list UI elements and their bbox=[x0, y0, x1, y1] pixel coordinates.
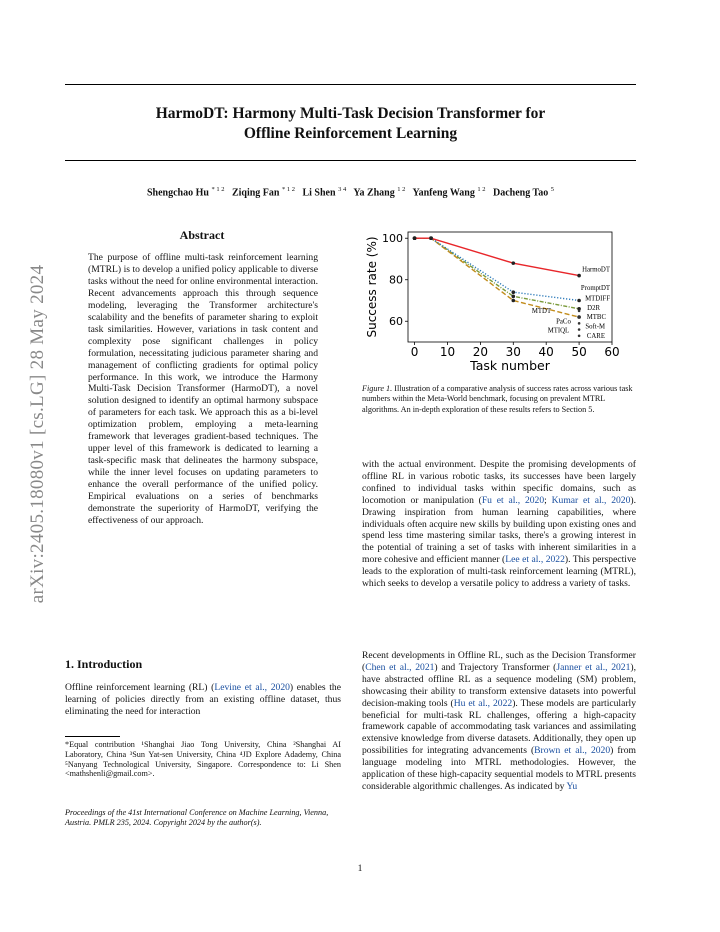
author-name: Ziqing Fan bbox=[231, 187, 280, 199]
text-run: with the actual environment. Despite the promising developments of offline RL in various robotic tasks, its successes have been largely confined to individual tasks within specific domains, such as locomotion or manipulation ( bbox=[362, 459, 636, 506]
data-point bbox=[578, 310, 581, 313]
section-title: 1. Introduction bbox=[65, 657, 143, 671]
method-label: MTDT bbox=[531, 307, 552, 315]
method-label: HarmoDT bbox=[582, 266, 610, 274]
citation-link[interactable]: Kumar et al., 2020 bbox=[551, 494, 631, 506]
intro-paragraph bbox=[65, 682, 341, 718]
x-tick-label: 50 bbox=[571, 345, 587, 359]
author-name: Li Shen bbox=[302, 187, 336, 199]
x-tick-label: 0 bbox=[410, 345, 419, 359]
y-tick-label: 60 bbox=[389, 315, 403, 329]
method-label: CARE bbox=[586, 332, 605, 340]
abstract-title: Abstract bbox=[179, 228, 225, 242]
proceedings-note: Proceedings of the 41st International Conference on Machine Learning, Vienna, Austria. PMLR 235, 2024. Copyright 2024 by the author(s). bbox=[65, 808, 329, 827]
author-affiliation: 1 2 bbox=[397, 186, 406, 193]
x-tick-label: 60 bbox=[604, 345, 620, 359]
footnote-rule bbox=[65, 736, 120, 737]
method-label: D2R bbox=[587, 304, 600, 312]
citation-link[interactable]: Fu et al., 2020 bbox=[481, 494, 545, 506]
method-label: PaCo bbox=[556, 318, 571, 326]
success-rate-chart bbox=[362, 222, 636, 372]
data-point bbox=[577, 299, 581, 303]
author-name: Shengchao Hu bbox=[146, 187, 209, 199]
x-axis-label: Task number bbox=[470, 358, 550, 372]
method-label: MTDIFF bbox=[585, 295, 610, 303]
citation-link[interactable]: Yu bbox=[566, 780, 578, 792]
data-point bbox=[578, 316, 581, 319]
title-line-1: HarmoDT: Harmony Multi-Task Decision Transformer for bbox=[155, 105, 546, 122]
footnote: *Equal contribution ¹Shanghai Jiao Tong University, China ²Shanghai AI Laboratory, China ³Sun Yat-sen University, China ⁴JD Explore Adademy, China ⁵Nanyang Technological University, Singapore. Correspondence to: Li Shen <mathshenli@gmail.com>. bbox=[65, 740, 341, 779]
text-run: ). Drawing inspiration from human learning capabilities, where individuals often acquire new skills by building upon existing ones and spend less time mastering similar tasks, there's a growing interest in the potential of training a set of tasks with inherent similarities in a more cohesive and efficient manner ( bbox=[362, 494, 636, 566]
x-tick-label: 30 bbox=[505, 345, 521, 359]
title-bottom-rule bbox=[65, 160, 636, 161]
text-run: ) from language modeling into MTRL methodologies. However, the application of these high-capacity sequential models to MTRL presents considerable algorithmic challenges. As indicated by bbox=[362, 745, 636, 792]
data-point bbox=[429, 236, 433, 240]
x-tick-label: 40 bbox=[538, 345, 554, 359]
citation-link[interactable]: Hu et al., 2022 bbox=[453, 697, 513, 709]
author-name: Dacheng Tao bbox=[492, 187, 549, 199]
data-point bbox=[511, 261, 515, 265]
data-point bbox=[511, 299, 515, 303]
series-line-mtdt bbox=[415, 238, 580, 317]
text-run: ). This perspective leads to the exploration of multi-task reinforcement learning (MTRL), which seeks to develop a versatile policy to address a variety of tasks. bbox=[362, 554, 636, 590]
citation-link[interactable]: Chen et al., 2021 bbox=[365, 661, 435, 673]
series-line-mtdiff bbox=[415, 238, 580, 309]
y-axis-label: Success rate (%) bbox=[365, 236, 379, 338]
author-affiliation: 1 2 bbox=[477, 186, 486, 193]
method-label: PromptDT bbox=[580, 285, 610, 293]
text-run: ) and Trajectory Transformer ( bbox=[434, 661, 557, 673]
data-point bbox=[511, 295, 515, 299]
figure-label: Figure 1. bbox=[362, 384, 393, 393]
arxiv-stamp-text: arXiv:2405.18080v1 [cs.LG] 28 May 2024 bbox=[27, 264, 48, 604]
series-line-promptdt bbox=[415, 238, 580, 300]
right-column-paragraph-2 bbox=[362, 650, 636, 793]
author-name: Yanfeng Wang bbox=[412, 187, 475, 199]
paper-title bbox=[65, 104, 636, 144]
x-tick-label: 20 bbox=[472, 345, 489, 359]
data-point bbox=[578, 334, 581, 337]
text-run: ) enables the learning of policies directly from an existing offline dataset, thus eliminating the need for interaction bbox=[65, 682, 341, 717]
author-list bbox=[65, 186, 636, 198]
y-tick-label: 100 bbox=[382, 232, 403, 246]
method-label: MTIQL bbox=[547, 327, 570, 335]
text-run: Offline reinforcement learning (RL) ( bbox=[65, 682, 215, 693]
citation-link[interactable]: Janner et al., 2021 bbox=[556, 661, 631, 673]
data-point bbox=[413, 236, 417, 240]
text-run: Recent developments in Offline RL, such as the Decision Transformer ( bbox=[362, 650, 636, 673]
right-column-paragraph-1 bbox=[362, 459, 636, 590]
author-affiliation: * 1 2 bbox=[211, 186, 225, 193]
title-line-2: Offline Reinforcement Learning bbox=[243, 125, 458, 142]
text-run: ). These models are particularly beneficial for multi-task RL challenges, offering a high-capacity framework capable of accommodating task variances and assimilating extensive knowledge from diverse datasets. Additionally, they open up possibilities for integrating advancements ( bbox=[362, 697, 637, 757]
author-affiliation: 3 4 bbox=[338, 186, 347, 193]
citation-link[interactable]: Levine et al., 2020 bbox=[214, 682, 290, 693]
citation-link[interactable]: Lee et al., 2022 bbox=[505, 554, 565, 566]
x-tick-label: 10 bbox=[439, 345, 456, 359]
data-point bbox=[578, 322, 581, 325]
text-run: ; bbox=[544, 494, 552, 506]
data-point bbox=[511, 290, 515, 294]
data-point bbox=[578, 328, 581, 331]
citation-link[interactable]: Brown et al., 2020 bbox=[534, 745, 611, 757]
figure-caption bbox=[362, 384, 636, 415]
author-name: Ya Zhang bbox=[353, 187, 395, 199]
figure-caption-text: Illustration of a comparative analysis of success rates across various task numbers within the Meta-World benchmark, focusing on prevalent MTRL algorithms. An in-depth exploration of these results refers to Section 5. bbox=[362, 384, 633, 414]
data-point bbox=[577, 274, 581, 278]
page-number: 1 bbox=[357, 863, 363, 874]
y-tick-label: 80 bbox=[389, 273, 403, 287]
method-label: MTBC bbox=[586, 314, 606, 322]
author-affiliation: * 1 2 bbox=[281, 186, 295, 193]
method-label: Soft-M bbox=[585, 323, 605, 331]
author-affiliation: 5 bbox=[550, 186, 555, 193]
text-run: ), have abstracted offline RL as a sequence modeling (SM) problem, showcasing their ability to transform extensive datasets into powerful decision-making tools ( bbox=[362, 661, 636, 709]
title-top-rule bbox=[65, 84, 636, 85]
abstract-text: The purpose of offline multi-task reinforcement learning (MTRL) is to develop a unified policy applicable to diverse tasks without the need for online environmental interaction. Recent advancements approach this through sequence modeling, leveraging the Transformer architecture's scalability and the benefits of parameter sharing to exploit task similarities. However, variations in task content and complexity pose significant challenges in policy formulation, necessitating judicious parameter sharing and management of conflicting gradients for optimal policy performance. In this work, we introduce the Harmony Multi-Task Decision Transformer (HarmoDT), a novel solution designed to identify an optimal harmony subspace of parameters for each task. We approach this as a bi-level optimization problem, employing a meta-learning framework that leverages gradient-based techniques. The upper level of this framework is dedicated to learning a task-specific mask that delineates the harmony subspace, while the inner level focuses on updating parameters to enhance the overall performance of the unified policy. Empirical evaluations on a series of benchmarks demonstrate the superiority of HarmoDT, verifying the effectiveness of our approach. bbox=[88, 252, 318, 526]
